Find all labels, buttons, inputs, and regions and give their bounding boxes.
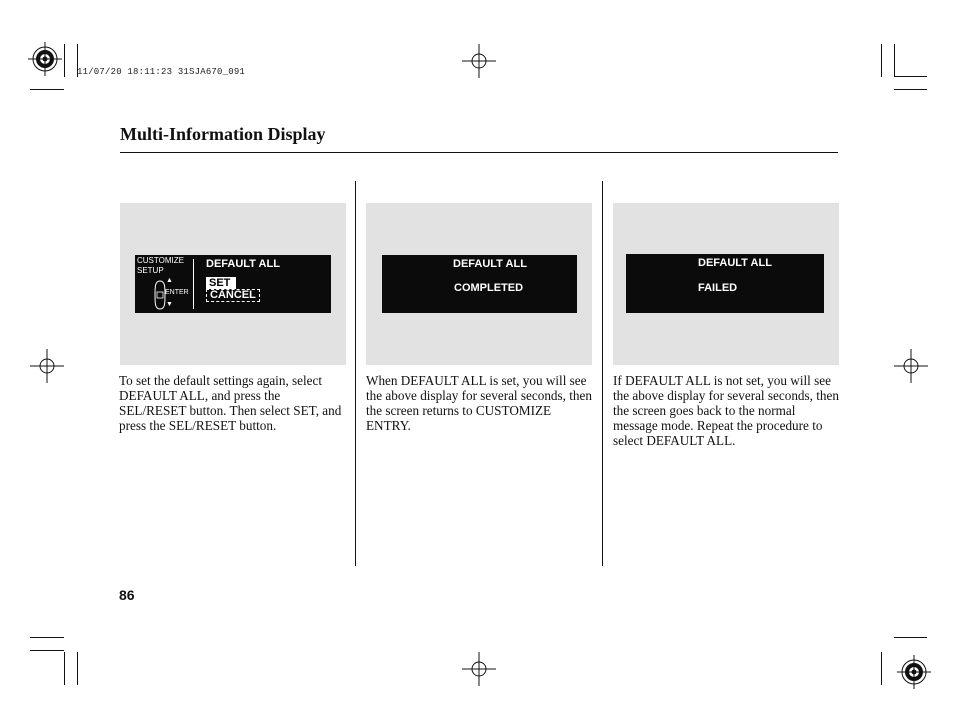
crop-line <box>894 637 927 638</box>
crop-line <box>77 652 78 685</box>
enter-label: ENTER <box>165 289 189 296</box>
crop-line <box>64 44 65 77</box>
side-label-line2: SETUP <box>137 266 164 275</box>
option-cancel: CANCEL <box>206 289 260 302</box>
page-number: 86 <box>119 587 135 603</box>
screen-heading: DEFAULT ALL <box>206 258 280 270</box>
crop-line <box>894 44 895 77</box>
display-screen <box>626 254 824 313</box>
screen-heading: DEFAULT ALL <box>453 258 527 270</box>
screen-divider <box>193 259 194 309</box>
column-divider <box>355 181 356 566</box>
crop-line <box>881 652 882 685</box>
crosshair-top-center-icon <box>462 44 496 78</box>
crosshair-bottom-center-icon <box>462 652 496 686</box>
option-set-highlighted: SET <box>206 277 236 289</box>
status-message: COMPLETED <box>454 282 524 294</box>
crop-line <box>894 89 927 90</box>
side-label-line1: CUSTOMIZE <box>137 256 184 265</box>
crop-line <box>881 44 882 77</box>
crop-line <box>64 652 65 685</box>
crop-line <box>30 89 64 90</box>
column-text-3: If DEFAULT ALL is not set, you will see the above display for several seconds, then the screen goes back to the normal message mode. Repeat the procedure to select DEFAULT ALL. <box>613 373 839 448</box>
crop-line <box>30 650 64 651</box>
status-message: FAILED <box>698 282 738 294</box>
figure-customize-setup <box>120 203 346 365</box>
crosshair-right-icon <box>894 349 928 383</box>
registration-mark-bottom-right-icon <box>897 655 931 689</box>
page-title: Multi-Information Display <box>120 124 326 144</box>
crop-line <box>894 76 927 77</box>
column-text-2: When DEFAULT ALL is set, you will see the above display for several seconds, then the screen returns to CUSTOMIZE ENTRY. <box>366 373 592 433</box>
crosshair-left-icon <box>30 349 64 383</box>
title-rule <box>120 152 838 153</box>
display-screen <box>382 255 577 313</box>
screen-heading: DEFAULT ALL <box>698 257 772 269</box>
up-arrow-icon: ▲ <box>166 277 173 284</box>
column-divider <box>602 181 603 566</box>
figure-default-all-completed <box>366 203 592 365</box>
figure-default-all-failed <box>613 203 839 365</box>
registration-mark-top-left-icon <box>28 42 62 76</box>
down-arrow-icon: ▼ <box>166 301 173 308</box>
crop-line <box>30 637 64 638</box>
column-text-1: To set the default settings again, select DEFAULT ALL, and press the SEL/RESET button. Then select SET, and press the SEL/RESET button. <box>119 373 342 433</box>
print-slug: 11/07/20 18:11:23 31SJA670_091 <box>77 67 246 77</box>
display-screen <box>135 255 331 313</box>
